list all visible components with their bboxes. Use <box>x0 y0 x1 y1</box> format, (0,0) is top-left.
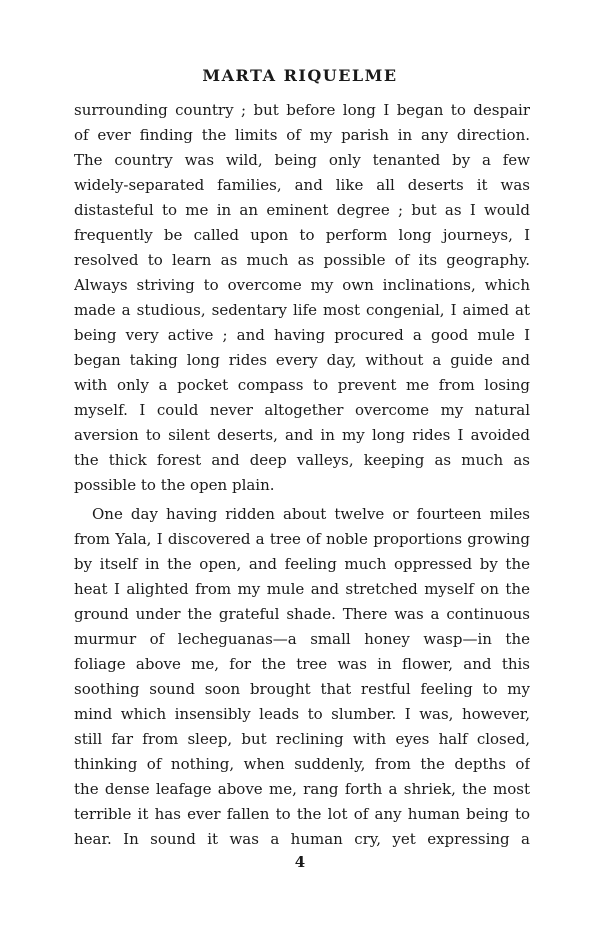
paragraph-1 <box>74 98 530 498</box>
text-line: of ever finding the limits of my parish in any direction. <box>74 126 530 144</box>
text-line: widely-separated families, and like all deserts it was <box>74 176 530 194</box>
text-line: made a studious, sedentary life most congenial, I aimed at <box>74 301 530 319</box>
text-line: from Yala, I discovered a tree of noble proportions growing <box>74 530 530 548</box>
text-line: frequently be called upon to perform long journeys, I <box>74 226 530 244</box>
text-line: heat I alighted from my mule and stretched myself on the <box>74 580 530 598</box>
text-line: surrounding country ; but before long I began to despair <box>74 101 530 119</box>
page-number: 4 <box>294 853 306 871</box>
text-line: murmur of lecheguanas—a small honey wasp—in the <box>74 630 530 648</box>
text-line: mind which insensibly leads to slumber. I was, however, <box>74 705 530 723</box>
text-line: the dense leafage above me, rang forth a shriek, the most <box>74 780 530 798</box>
paragraph-2 <box>74 502 530 852</box>
text-line: distasteful to me in an eminent degree ; but as I would <box>74 201 530 219</box>
text-line: ground under the grateful shade. There was a continuous <box>74 605 530 623</box>
text-line: the thick forest and deep valleys, keeping as much as <box>74 451 530 469</box>
text-line: by itself in the open, and feeling much oppressed by the <box>74 555 530 573</box>
text-line: still far from sleep, but reclining with eyes half closed, <box>74 730 530 748</box>
text-line: being very active ; and having procured a good mule I <box>74 326 530 344</box>
text-line: resolved to learn as much as possible of its geography. <box>74 251 530 269</box>
text-line: with only a pocket compass to prevent me from losing <box>74 376 530 394</box>
text-line: The country was wild, being only tenanted by a few <box>74 151 530 169</box>
running-head: MARTA RIQUELME <box>202 66 398 85</box>
text-line: aversion to silent deserts, and in my long rides I avoided <box>74 426 530 444</box>
text-line: possible to the open plain. <box>74 476 275 494</box>
text-line: myself. I could never altogether overcome my natural <box>74 401 530 419</box>
text-line: terrible it has ever fallen to the lot of any human being to <box>74 805 530 823</box>
text-line: foliage above me, for the tree was in flower, and this <box>74 655 530 673</box>
text-line: began taking long rides every day, without a guide and <box>74 351 530 369</box>
text-line: thinking of nothing, when suddenly, from the depths of <box>74 755 530 773</box>
text-line: One day having ridden about twelve or fourteen miles <box>92 505 530 523</box>
text-line: hear. In sound it was a human cry, yet expressing a <box>74 830 530 848</box>
text-line: Always striving to overcome my own inclinations, which <box>74 276 530 294</box>
text-line: soothing sound soon brought that restful feeling to my <box>74 680 530 698</box>
body-text <box>74 98 530 852</box>
